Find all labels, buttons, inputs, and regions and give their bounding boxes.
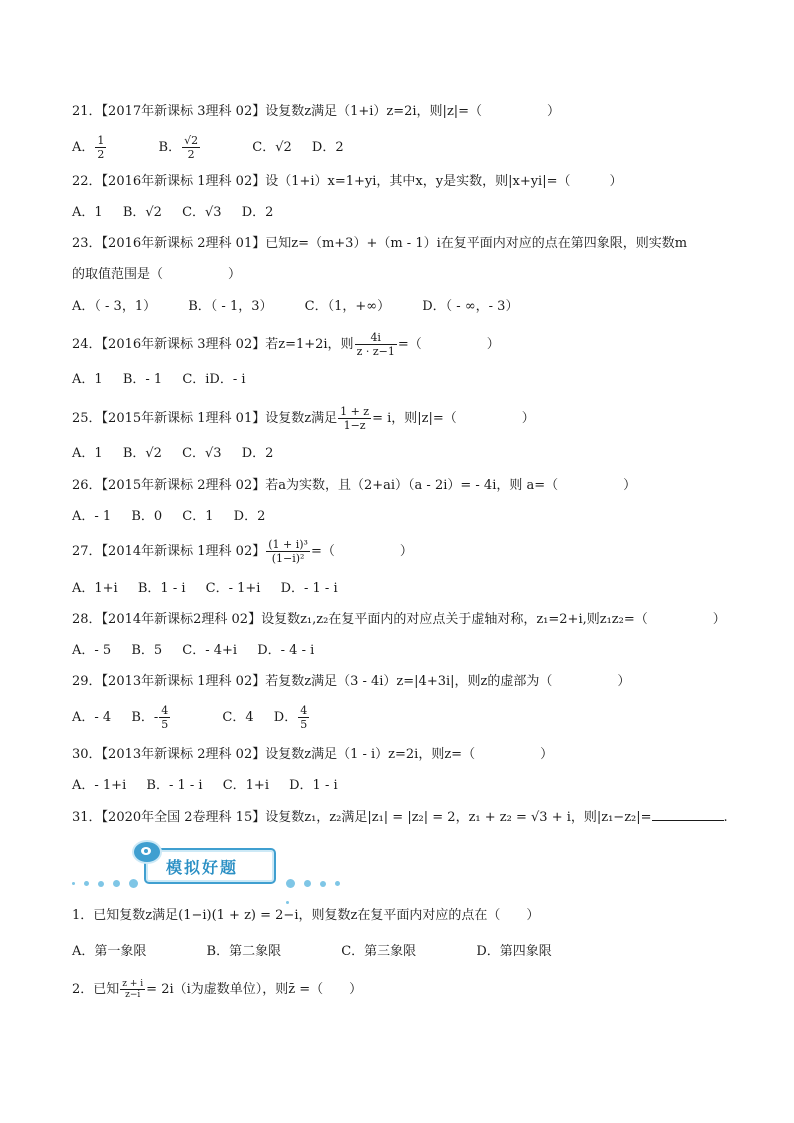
question-stem: 已知z=（m+3）+（m - 1）i在复平面内对应的点在第四象限，则实数m — [265, 236, 688, 251]
question-23-continued — [72, 265, 241, 285]
option-c: C．√3 — [182, 205, 222, 220]
section-title-box — [144, 848, 276, 884]
question-stem: 1．已知复数z满足(1−i)(1 + z) = 2−i，则复数z在复平面内对应的点在（ ） — [72, 908, 540, 923]
sim-question-1 — [72, 906, 539, 926]
options-23 — [72, 297, 534, 317]
fraction: $\frac{4}{5}$ — [161, 704, 169, 731]
question-source-tag: 【2014年新课标 1理科 02】 — [101, 544, 266, 559]
options-22 — [72, 203, 289, 223]
options-29 — [72, 704, 357, 732]
option-d: D．第四象限 — [476, 944, 552, 959]
question-stem: 设（1+i）x=1+yi，其中x，y是实数，则|x+yi|=（ ） — [265, 174, 623, 189]
question-source-tag: 【2017年新课标 3理科 02】 — [101, 104, 266, 119]
option-d: D．2 — [233, 509, 266, 524]
option-c: C．第三象限 — [341, 944, 417, 959]
options-26 — [72, 507, 281, 527]
option-b: B．（ - 1，3） — [188, 299, 273, 314]
option-d: D．2 — [241, 205, 274, 220]
option-d: D．1 - i — [289, 778, 338, 793]
section-banner — [72, 840, 352, 890]
question-number: 23． — [72, 236, 102, 251]
question-source-tag: 【2015年新课标 2理科 02】 — [101, 478, 266, 493]
question-22 — [72, 172, 622, 192]
question-stem: 设复数z₁,z₂在复平面内的对应点关于虚轴对称，z₁=2+i,则z₁z₂=（ ） — [261, 612, 726, 627]
option-b: B．1 - i — [137, 581, 186, 596]
question-27: 27．【2014年新课标 1理科 02】 $\frac{\text{(1 + i)³}}{\text{(1−i)²}}$ =（ ） — [72, 538, 413, 565]
question-number: 29． — [72, 674, 102, 689]
eye-icon — [132, 840, 162, 864]
option-b: B．√2 — [122, 205, 162, 220]
option-c: C．√2 — [252, 140, 292, 155]
question-stem: 若复数z满足（3 - 4i）z=|4+3i|，则z的虚部为（ ） — [265, 674, 631, 689]
option-c: C．- 4+i — [182, 643, 238, 658]
option-b: B． $\frac{√2}{2}$ — [159, 140, 233, 155]
question-source-tag: 【2015年新课标 1理科 01】 — [101, 411, 266, 426]
fraction: $\frac{4i}{z \cdot z-1}$ — [356, 331, 395, 358]
fraction: $\frac{4}{5}$ — [300, 704, 308, 731]
options-27 — [72, 579, 354, 599]
fraction: $\frac{√2}{2}$ — [184, 134, 199, 161]
sim-question-2: 2．已知 $\frac{z + i}{z-i}$ = 2i（i为虚数单位），则z̄ =（ ） — [72, 979, 363, 1000]
option-a: A．1 — [72, 372, 103, 387]
question-30 — [72, 745, 553, 765]
question-source-tag: 【2020年全国 2卷理科 15】 — [101, 810, 266, 825]
question-source-tag: 【2013年新课标 2理科 02】 — [101, 747, 266, 762]
options-21 — [72, 134, 360, 162]
decorative-dots — [72, 873, 147, 883]
option-c: C．- 1+i — [205, 581, 261, 596]
option-c: C．1 — [182, 509, 214, 524]
option-a: A．- 4 — [72, 710, 112, 725]
option-d: D．- 4 - i — [257, 643, 315, 658]
question-25: 25．【2015年新课标 1理科 01】设复数z满足 $\frac{1 + z}{1-z}$ = i，则|z|=（ ） — [72, 405, 535, 432]
fraction: $\frac{1 + z}{1-z}$ — [340, 405, 370, 432]
option-a: A． $\frac{1}{2}$ — [72, 140, 138, 155]
question-number: 21． — [72, 104, 102, 119]
option-b: B．第二象限 — [206, 944, 282, 959]
question-29 — [72, 672, 630, 692]
question-stem: 若a为实数，且（2+ai）（a - 2i）= - 4i，则 a=（ ） — [265, 478, 637, 493]
question-number: 27． — [72, 544, 102, 559]
question-23 — [72, 234, 687, 254]
option-a: A．1 — [72, 446, 103, 461]
option-a: A．- 1+i — [72, 778, 127, 793]
question-stem: 设复数z满足（1+i）z=2i，则|z|=（ ） — [265, 104, 561, 119]
question-31: 31．【2020年全国 2卷理科 15】设复数z₁，z₂满足|z₁| = |z₂| = 2，z₁ + z₂ = √3 + i，则|z₁−z₂|= . — [72, 810, 728, 825]
option-a: A．- 1 — [72, 509, 112, 524]
option-d: D．2 — [241, 446, 274, 461]
question-source-tag: 【2013年新课标 1理科 02】 — [101, 674, 266, 689]
question-number: 22． — [72, 174, 102, 189]
question-24: 24．【2016年新课标 3理科 02】若z=1+2i，则 $\frac{4i}{z \cdot z-1}$ =（ ） — [72, 331, 500, 358]
option-d: D．2 — [311, 140, 344, 155]
question-number: 26． — [72, 478, 102, 493]
options-28 — [72, 641, 330, 661]
section-title: 模拟好题 — [166, 858, 239, 877]
question-stem: 设复数z满足（1 - i）z=2i，则z=（ ） — [265, 747, 554, 762]
option-c: C．√3 — [182, 446, 222, 461]
question-source-tag: 【2014年新课标2理科 02】 — [101, 612, 262, 627]
question-stem: 设复数z₁，z₂满足|z₁| = |z₂| = 2，z₁ + z₂ = √3 + i，则|z₁−z₂|= — [265, 810, 652, 825]
fraction: $\frac{1}{2}$ — [97, 134, 105, 161]
question-stem-continued: 的取值范围是（ ） — [72, 267, 242, 282]
option-d: D．- 1 - i — [280, 581, 338, 596]
option-a: A．（ - 3，1） — [72, 299, 157, 314]
question-stem: 设复数z满足 — [265, 411, 338, 426]
option-b: B．- 1 — [122, 372, 163, 387]
option-b: B．0 — [131, 509, 163, 524]
option-d: D．（ - ∞，- 3） — [422, 299, 519, 314]
question-number: 31． — [72, 810, 102, 825]
option-c: C．4 — [222, 710, 254, 725]
question-21 — [72, 102, 560, 122]
question-26 — [72, 476, 636, 496]
question-number: 25． — [72, 411, 102, 426]
options-25 — [72, 444, 289, 464]
option-b: B．5 — [131, 643, 163, 658]
option-d: D． $\frac{4}{5}$ — [274, 710, 341, 725]
option-b: B．- 1 - i — [146, 778, 203, 793]
fraction: $\frac{\text{(1 + i)³}}{\text{(1−i)²}}$ — [268, 538, 308, 565]
question-number: 24． — [72, 337, 102, 352]
question-source-tag: 【2016年新课标 1理科 02】 — [101, 174, 266, 189]
decorative-dots — [286, 873, 352, 883]
option-b: B．√2 — [122, 446, 162, 461]
option-c: C．（1，+∞） — [304, 299, 391, 314]
question-number: 28． — [72, 612, 102, 627]
option-a: A．1+i — [72, 581, 118, 596]
option-a: A．1 — [72, 205, 103, 220]
question-source-tag: 【2016年新课标 3理科 02】 — [101, 337, 266, 352]
answer-blank — [652, 808, 724, 821]
question-stem: 若z=1+2i，则 — [265, 337, 354, 352]
option-a: A．第一象限 — [72, 944, 147, 959]
option-c: C．1+i — [222, 778, 269, 793]
options-30 — [72, 776, 354, 796]
options-24 — [72, 370, 262, 390]
question-source-tag: 【2016年新课标 2理科 01】 — [101, 236, 266, 251]
fraction: $\frac{z + i}{z-i}$ — [122, 979, 144, 1000]
option-a: A．- 5 — [72, 643, 112, 658]
question-number: 30． — [72, 747, 102, 762]
option-b: B．- $\frac{4}{5}$ — [131, 710, 202, 725]
sim-options-1 — [72, 942, 568, 962]
option-c: C．iD．- i — [182, 372, 246, 387]
question-28 — [72, 610, 726, 630]
